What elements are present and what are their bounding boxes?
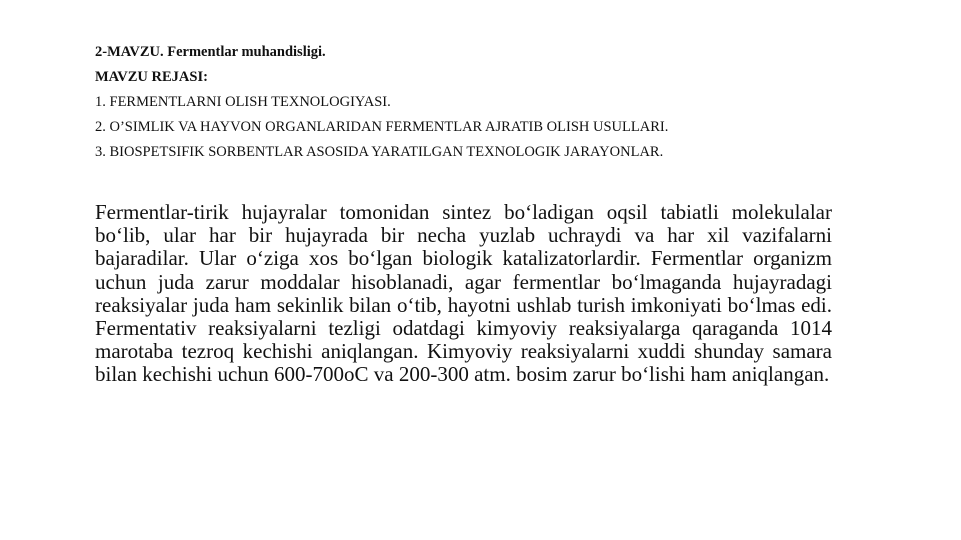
- plan-item-1: 1. FERMENTLARNI OLISH TEXNOLOGIYASI.: [95, 94, 391, 110]
- body-paragraph: Fermentlar-tirik hujayralar tomonidan sintez bo‘ladigan oqsil tabiatli molekulalar bo‘lib, ular har bir hujayrada bir necha yuzlab uchraydi va har xil vazifalarni bajaradilar. Ular o‘ziga xos bo‘lgan biologik katalizatorlardir. Fermentlar organizm uchun juda zarur moddalar hisoblanadi, agar fermentlar bo‘lmaganda hujayradagi reaksiyalar juda ham sekinlik bilan o‘tib, hayotni ushlab turish imkoniyati bo‘lmas edi. Fermentativ reaksiyalarni tezligi odatdagi kimyoviy reaksiyalarga qaraganda 1014 marotaba tezroq kechishi aniqlangan. Kimyoviy reaksiyalarni xuddi shunday samara bilan kechishi uchun 600-700oC va 200-300 atm. bosim zarur bo‘lishi ham aniqlangan.: [95, 200, 832, 387]
- slide-header: [95, 40, 855, 165]
- plan-heading: MAVZU REJASI:: [95, 69, 208, 85]
- plan-item-2: 2. O’SIMLIK VA HAYVON ORGANLARIDAN FERMENTLAR AJRATIB OLISH USULLARI.: [95, 119, 669, 135]
- plan-item-3: 3. BIOSPETSIFIK SORBENTLAR ASOSIDA YARATILGAN TEXNOLOGIK JARAYONLAR.: [95, 144, 664, 160]
- topic-title: 2-MAVZU. Fermentlar muhandisligi.: [95, 44, 326, 60]
